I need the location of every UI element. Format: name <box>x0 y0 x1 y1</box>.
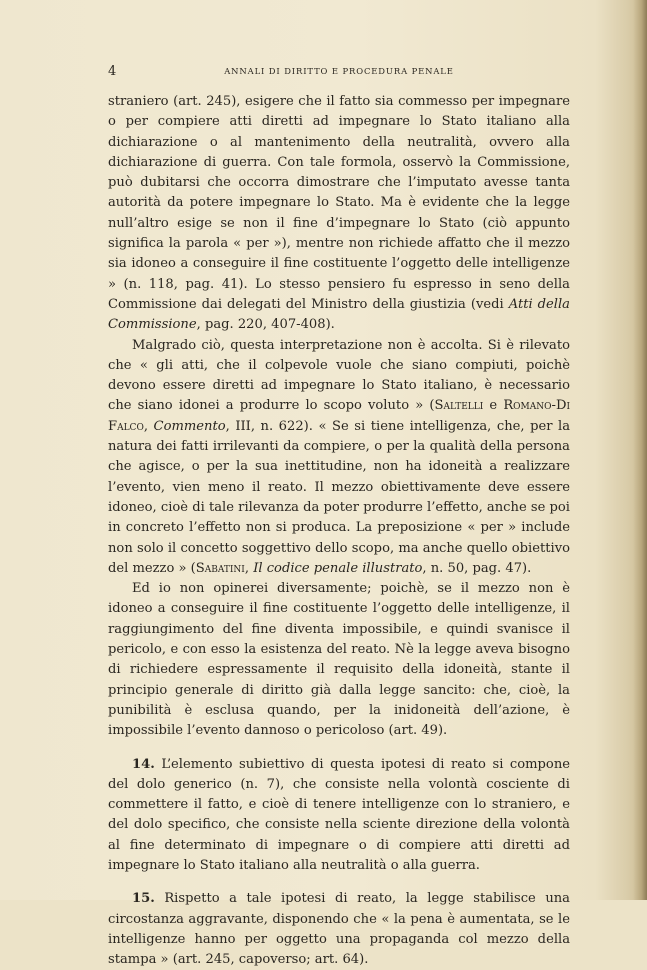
author-name: Sabatini <box>195 560 245 576</box>
text-run: Malgrado ciò, questa interpretazione non è accolta. Si è rilevato che « gli atti, che il colpevole vuole che siano compiuti, poichè devono essere diretti ad impegnare lo Stato italiano, è necessario che siano idonei a produrre lo scopo voluto » ( <box>108 337 570 414</box>
citation-title: Il codice penale illustrato <box>253 560 423 576</box>
author-name: Romano-Di Falco <box>108 398 570 434</box>
citation-title: Commento <box>153 418 226 434</box>
citation-title: Atti della Commissione <box>108 296 570 333</box>
text-run: , n. 50, pag. 47). <box>422 560 532 576</box>
page-header <box>108 64 570 80</box>
text-run: , pag. 220, 407-408). <box>196 317 335 333</box>
page-body <box>108 92 570 970</box>
paragraph-continued <box>108 92 570 336</box>
section-number: 14. <box>132 756 155 772</box>
running-title: ANNALI DI DIRITTO E PROCEDURA PENALE <box>224 66 454 76</box>
text-run: Ed io non opinerei diversamente; poichè, se il mezzo non è idoneo a conseguire il fine costituente l’oggetto delle intelligenze, il raggiungimento del fine diventa impossibile, e quindi svanisce il pericolo, e con esso la esistenza del reato. Nè la legge aveva bisogno di richiedere espressamente il requisito della idoneità, stante il principio generale di diritto già dalla legge sancito: che, cioè, la punibilità è esclusa quando, per la inidoneità dell’azione, è impossibile l’evento dannoso o pericoloso (art. 49). <box>108 581 570 739</box>
section-15-paragraph <box>108 889 570 970</box>
text-run: e <box>483 398 504 414</box>
text-run: Rispetto a tale ipotesi di reato, la legge stabilisce una circostanza aggravante, disponendo che « la pena è aumentata, se le intelligenze hanno per oggetto una propaganda col mezzo della stampa » (art. 245, capoverso; art. 64). <box>108 891 570 968</box>
text-run: , III, n. 622). « Se si tiene intelligenza, che, per la natura dei fatti irrilevanti da compiere, o per la qualità della persona che agisce, o per la sua inettitudine, non ha idoneità a realizzare l’evento, vien meno il reato. Il mezzo obiettivamente deve essere idoneo, cioè di tale rilevanza da poter produrre l’effetto, anche se poi in concreto l’effetto non si produca. La preposizione « per » include non solo il concetto soggettivo dello scopo, ma anche quello obiettivo del mezzo » ( <box>108 418 571 576</box>
section-14-paragraph <box>108 755 570 877</box>
page-number: 4 <box>108 64 117 79</box>
page-edge-shadow <box>633 0 647 900</box>
author-name: Saltelli <box>434 398 484 414</box>
text-run: L’elemento subiettivo di questa ipotesi di reato si compone del dolo generico (n. 7), che consiste nella volontà cosciente di commettere il fatto, e cioè di tenere intelligenze con lo straniero, e del dolo specifico, che consiste nella sciente direzione della volontà al fine determinato di impegnare o di compiere atti diretti ad impegnare lo Stato italiano alla neutralità o alla guerra. <box>108 756 570 873</box>
section-number: 15. <box>132 891 155 907</box>
text-run: , <box>143 418 154 434</box>
text-run: straniero (art. 245), esigere che il fatto sia commesso per impegnare o per compiere atti diretti ad impegnare lo Stato italiano alla dichiarazione o al mantenimento della neutralità, ovvero alla dichiarazione di guerra. Con tale formola, osservò la Commissione, può dubitarsi che occorra dimostrare che l’imputato avesse tanta autorità da potere impegnare lo Stato. Ma è evidente che la legge null’altro esige se non il fine d’impegnare lo Stato (ciò appunto significa la parola « per »), mentre non richiede affatto che il mezzo sia idoneo a conseguire il fine costituente l’oggetto delle intelligenze » (n. 118, pag. 41). Lo stesso pensiero fu espresso in seno della Commissione dai delegati del Ministro della giustizia (vedi <box>108 94 570 312</box>
paragraph <box>108 579 570 741</box>
paragraph <box>108 336 570 580</box>
text-run: , <box>244 560 254 576</box>
